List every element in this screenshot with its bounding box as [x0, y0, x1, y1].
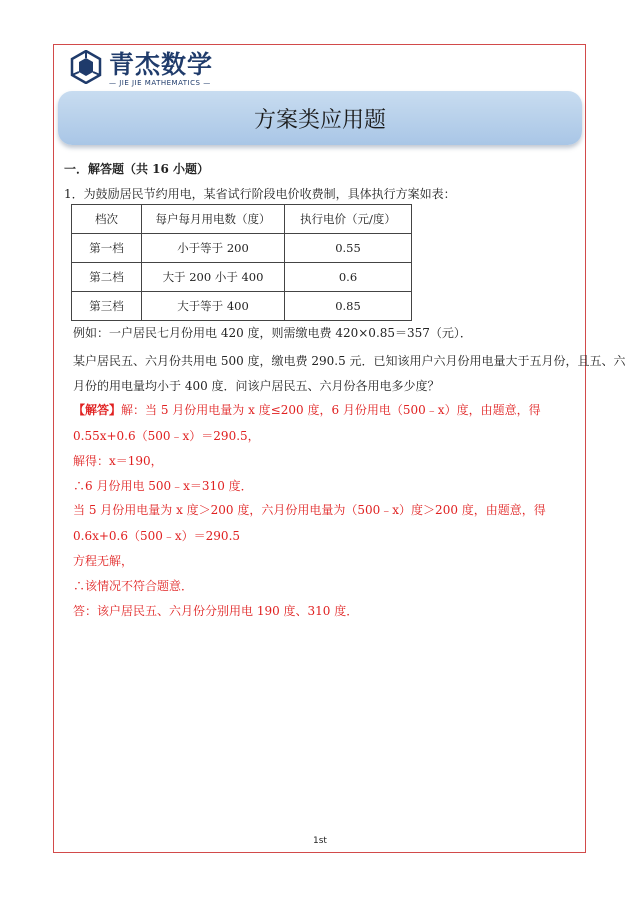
solution-line: 答：该户居民五、六月份分别用电 190 度、310 度． — [73, 604, 359, 618]
table-header-cell: 执行电价（元/度） — [285, 205, 412, 234]
table-row — [72, 292, 412, 321]
title-banner — [58, 91, 582, 145]
table-row — [72, 263, 412, 292]
solution-line — [73, 402, 541, 418]
table-cell: 大于等于 400 — [142, 292, 285, 321]
table-cell: 0.85 — [285, 292, 412, 321]
price-table — [71, 204, 412, 321]
solution-line: 0.55x+0.6（500﹣x）＝290.5， — [73, 429, 260, 443]
table-header-row — [72, 205, 412, 234]
solution-line: ∴6 月份用电 500﹣x＝310 度． — [73, 479, 253, 493]
solution-text: 解：当 5 月份用电量为 x 度≤200 度，6 月份用电（500﹣x）度，由题意，得 — [121, 403, 541, 417]
solution-line: 当 5 月份用电量为 x 度＞200 度，六月份用电量为（500﹣x）度＞200 度，由题意，得 — [73, 503, 546, 517]
solution-line: 解得：x＝190， — [73, 454, 163, 468]
table-cell: 第二档 — [72, 263, 142, 292]
page-title: 方案类应用题 — [253, 108, 386, 133]
table-row — [72, 234, 412, 263]
logo-subtitle: — JIE JIE MATHEMATICS — — [109, 79, 211, 87]
table-cell: 第三档 — [72, 292, 142, 321]
section-heading: 一．解答题（共 16 小题） — [64, 162, 210, 176]
table-header-cell: 每户每月用电数（度） — [142, 205, 285, 234]
table-header-cell: 档次 — [72, 205, 142, 234]
question-stem: 1．为鼓励居民节约用电，某省试行阶段电价收费制，具体执行方案如表： — [64, 187, 456, 201]
question-text-line: 月份的用电量均小于 400 度．问该户居民五、六月份各用电多少度？ — [73, 379, 440, 393]
example-line: 例如：一户居民七月份用电 420 度，则需缴电费 420×0.85＝357（元）． — [73, 326, 472, 340]
table-cell: 小于等于 200 — [142, 234, 285, 263]
logo-hexagon-icon — [69, 50, 103, 84]
solution-tag: 【解答】 — [73, 403, 122, 417]
table-cell: 大于 200 小于 400 — [142, 263, 285, 292]
table-cell: 0.6 — [285, 263, 412, 292]
solution-line: 0.6x+0.6（500﹣x）＝290.5 — [73, 529, 241, 543]
table-cell: 第一档 — [72, 234, 142, 263]
solution-line: 方程无解， — [73, 554, 134, 568]
table-cell: 0.55 — [285, 234, 412, 263]
solution-line: ∴该情况不符合题意． — [73, 579, 194, 593]
brand-logo — [69, 50, 219, 90]
question-text-line: 某户居民五、六月份共用电 500 度，缴电费 290.5 元．已知该用户六月份用电量大于五月份，且五、六 — [73, 354, 626, 368]
logo-name: 青杰数学 — [109, 50, 214, 79]
page-number: 1st — [313, 836, 327, 846]
